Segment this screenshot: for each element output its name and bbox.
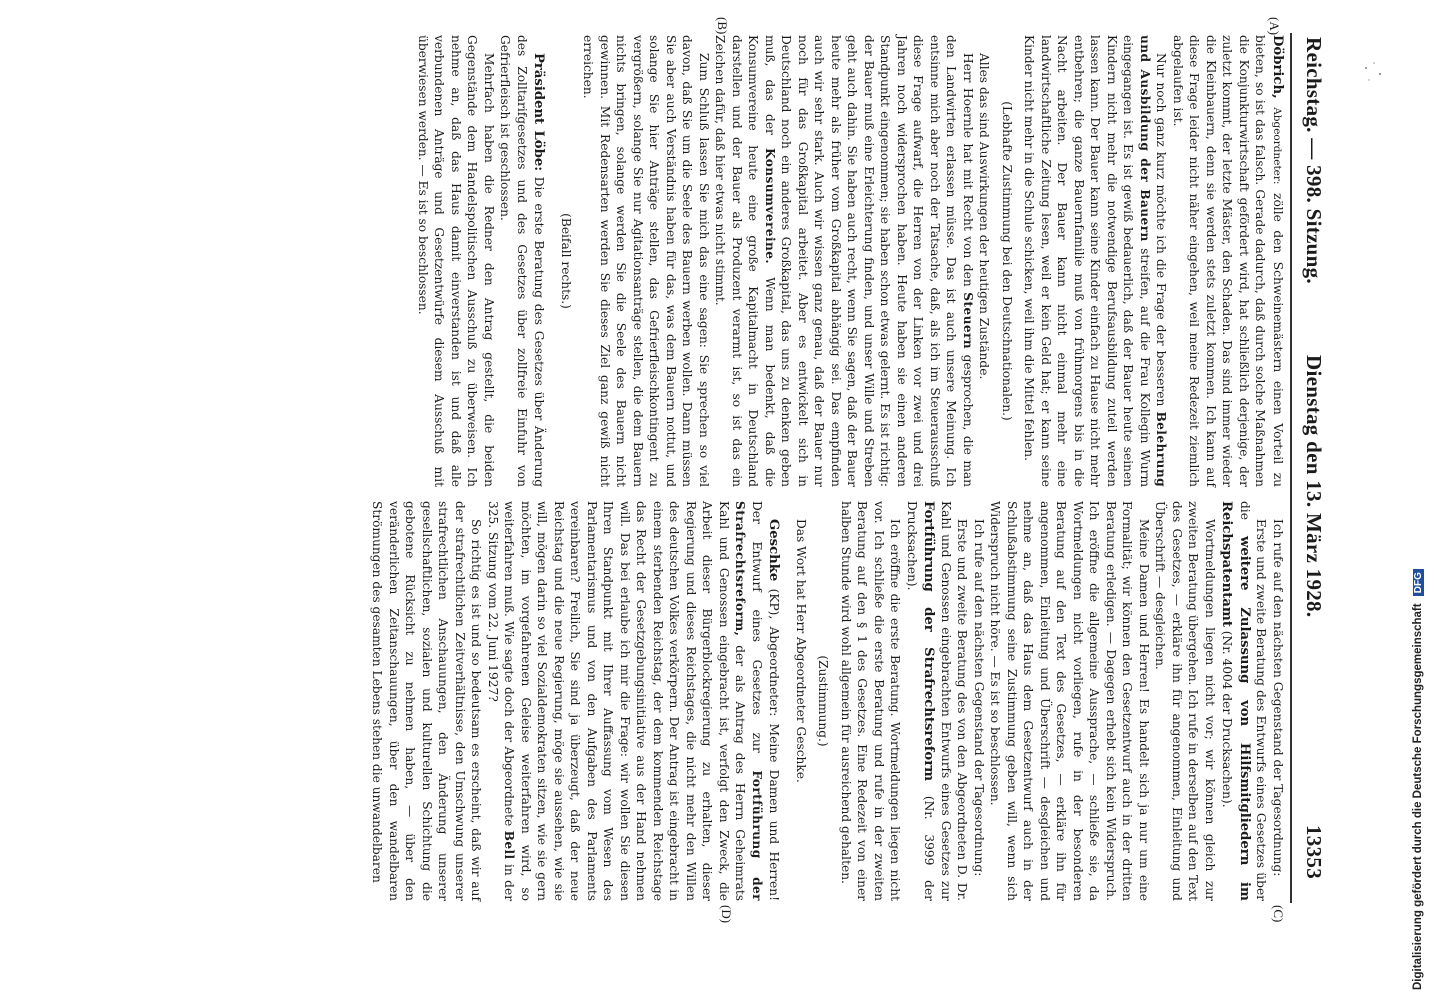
paragraph-text: der als Antrag des Herrn Geheimrats Kahl und Genossen eingebracht ist, verfolgt den Zweck, die Arbeit dieser Bürgerblockregierung zu erhalten, dieser Regierung und dieses Reichstages, die nicht mehr den Willen des deutschen Volkes verkörpern. Der Antrag ist eingebracht in einem sterbenden Reichstag, der dem kommenden Reichstage das Recht der Gesetzgebungsinitiative aus der Hand nehmen will. Das bei erlaube ich mir die Frage: wir wollen Sie diesen Ihren Standpunkt mit Ihrer Auffassung vom Wesen des Parlamentarismus und von den Aufgaben des Parlaments vereinbaren? Freilich, Sie sind ja überzeugt, daß der neue Reichstag und die neue Regierung, möge sie aussehen, wie sie will, mögen darin so viel Sozialdemokraten sitzen, wie sie gern möchten, im vorgefahrenen Geleise weiterfahren wird, so weiterfahren muß. Wie sagte doch der Abgeordnete — [502, 501, 748, 902]
paragraph: So richtig es ist und so bedeutsam es erscheint, daß wir auf der strafrechtlichen Zeitverhältnisse, den Umschwung unserer strafrechtlichen Anschauungen, den Änderung unserer gesellschaftlichen, sozialen und kulturellen Schichtung die gebotene Rücksicht zu nehmen haben, — über den veränderlichen Zeitanschauungen, über den wandelbaren Strömungen des gesamten Lebens stehen die unwandelbaren — [370, 501, 484, 901]
paragraph — [497, 35, 548, 487]
running-head — [1290, 15, 1330, 915]
interjection: (Beifall rechts.) — [559, 213, 573, 309]
paragraph: Alles das sind Auswirkungen der heutigen Zustände. — [977, 53, 992, 380]
speaker-name: Präsident Löbe: — [531, 53, 547, 172]
emphasis-text: Konsumvereine. — [763, 148, 777, 265]
paragraph-text: Die erste Beratung des Gesetzes über Änderung des Zolltarifgesetzes und des Gesetzes über zollfreie Einfuhr von Gefrierfleisch ist geschlossen. — [498, 35, 547, 487]
agenda-item — [904, 501, 971, 901]
agenda-item — [1218, 501, 1270, 901]
paragraph-text: gesprochen, die man den Landwirten erlassen müsse. Das ist auch unsere Meinung. Ich entsinne mich aber noch der Tatsache, daß, als ich im Steuerausschuß diese Frage aufwarf, die Herren von der Linken vor zwei und drei Jahren noch widersprochen haben. Heute haben sie einen anderen Standpunkt eingenommen; sie haben schon etwas gelernt. Es ist richtig: der Bauer muß eine Erleichterung finden, und unser Wille und Streben geht auch dahin. Sie haben auch recht, wenn Sie sagen, daß der Bauer heute mehr als früher vom Großkapital abhängig sei. Das empfinden auch wir sehr stark. Auch wir wissen ganz genau, daß der Bauer nur noch für das Großkapital arbeitet. Aber es entwickelt sich in Deutschland noch ein anderes Großkapital, das uns zu denken geben muß, das der — [763, 35, 975, 487]
paragraph — [1170, 35, 1287, 487]
header-session: Reichstag. — 398. Sitzung. — [1302, 37, 1326, 284]
paragraph-text: Nur noch ganz kurz möchte ich die Frage der besseren — [1154, 53, 1169, 407]
scan-specks — [1360, 60, 1400, 90]
paragraph-text: (KP), Abgeordneter: Meine Damen und Herren! Der Entwurf eines Gesetzes zur — [750, 501, 782, 901]
paragraph: Meine Damen und Herren! Es handelt sich ja nur um eine Formalität; wir können den Gesetzentwurf auch in der dritten Beratung erledigen. — Dagegen erhebt sich kein Widerspruch. Ich eröffne die allgemeine Aussprache, — schließe sie, da Wortmeldungen nicht vorliegen, rufe in der besonderen Beratung auf den Text des Gesetzes, — erkläre ihn für angenommen, Einleitung und Überschrift — desgleichen und nehme an, daß das Haus dem Gesetzentwurf auch in der Schlußabstimmung seine Zustimmung geben will, wenn sich Widerspruch nicht höre. — Es ist so beschlossen. — [988, 501, 1151, 901]
emphasis-text: Bell — [502, 830, 517, 860]
paragraph: Ich eröffne die erste Beratung. Wortmeldungen liegen nicht vor. Ich schließe die erste Beratung und rufe in der zweiten Beratung auf den § 1 des Gesetzes. Eine Redezeit von einer halben Stunde wird wohl allgemein für ausreichend gehalten. — [839, 501, 903, 901]
agenda-title: Fortführung der Strafrechtsreform — [921, 501, 937, 782]
digitization-credit — [1412, 0, 1430, 990]
paragraph-text: in der 325. Sitzung vom 22. Juni 1927? — [486, 501, 517, 902]
credit-text: Digitalisierung gefördert durch die Deutsche Forschungsgemeinschaft — [1412, 603, 1424, 990]
speaker-name: Geschke — [766, 519, 782, 582]
margin-marker-b: (B) — [715, 17, 730, 35]
paragraph: Ich rufe auf den nächsten Gegenstand der Tagesordnung: — [972, 519, 986, 877]
dfg-logo: DFG — [1413, 569, 1424, 596]
paragraph-text: zölle den Schweinemästern einen Vorteil zu bieten, so ist das falsch. Gerade dadurch, daß durch solche Maßnahmen die Konjunkturwirtschaft gefördert wird, hat schließlich derjenige, der zuletzt kommt, der letzte Mäster, den Schaden. Das sind immer wieder die Kleinbauern, denn sie werden stets zuletzt kommen. Ich kann auf diese Frage leider nicht näher eingehen, weil meine Redezeit ziemlich abgelaufen ist. — [1171, 35, 1285, 487]
paragraph: Ich rufe auf den nächsten Gegenstand der Tagesordnung: — [1271, 519, 1285, 877]
paragraph-text: streifen, auf die Frau Kollegin Wurm eingegangen ist. Es ist gewiß bedauerlich, daß der Bauer heute seinen Kindern nicht mehr die notwendige Berufsausbildung zuteil werden lassen kann. Der Bauer kann seine Kinder einfach zu Hause nicht mehr entbehren; die ganze Bauernfamilie muß von frühmorgens bis in die Nacht arbeiten. Der Bauer kann nicht einmal mehr eine landwirtschaftliche Zeitung lesen, weil er kein Geld hat; er kann seine Kinder nicht mehr in die Schule schicken, weil ihm die Mittel fehlen. — [1022, 35, 1152, 488]
paragraph-text: Erste und zweite Beratung des Entwurfs eines Gesetzes über die — [1238, 501, 1269, 901]
speaker-name: Döbrich, — [1270, 35, 1285, 99]
paragraph: Mehrfach haben die Redner den Antrag gestellt, die beiden Gegenstände dem Handelspolitischen Ausschuß zu überweisen. Ich nehme an, daß das Haus damit einverstanden ist und daß alle verbundenen Anträge und Gesetzentwürfe diesem Ausschuß mit überwiesen werden. — Es ist so beschlossen. — [416, 35, 496, 487]
margin-marker-c: (C) — [1271, 905, 1286, 923]
text-column-right — [369, 501, 1286, 901]
text-column-left — [415, 35, 1287, 487]
paragraph — [485, 501, 783, 901]
emphasis-text: Fortführung der Strafrechtsreform, — [733, 501, 764, 902]
header-rule — [1291, 33, 1293, 903]
paragraph-text: Erste und zweite Beratung des von den Abgeordneten D. Dr. Kahl und Genossen eingebrachten Entwurfs eines Gesetzes zur — [939, 501, 970, 901]
margin-marker-d: (D) — [719, 905, 734, 924]
interjection: (Lebhafte Zustimmung bei den Deutschnationalen.) — [1000, 101, 1014, 421]
agenda-title: weitere Zulassung von Hilfsmitgliedern im Reichspatentamt — [1219, 501, 1252, 902]
paragraph: Zum Schluß lassen Sie mich das eine sagen: Sie sprechen so viel davon, daß Sie um die Seele des Bauern werben wollen. Dann müssen Sie aber auch Verständnis haben für das, was dem Bauern nottut, und solange Sie hier Anträge stellen, das Gefrierfleischkontingent zu vergrößern, solange Sie nur Agitationsanträge stellen, die dem Bauern nichts bringen, solange werden Sie die Seele des Bauern nicht gewinnen. Mit Redensarten werden Sie dieses Ziel ganz gewiß nicht erreichen. — [581, 35, 711, 487]
document-page — [0, 15, 1330, 924]
paragraph-text: Herr Hoernle hat mit Recht von den — [961, 53, 975, 287]
interjection: (Zustimmung.) — [816, 655, 831, 747]
page-number: 13353 — [1302, 825, 1326, 879]
paragraph-text: Wenn man bedenkt, daß die Konsumvereine heute eine große Kapitalmacht in Deutschland darstellen und der Bauer als Produzent verarmt ist, so ist das ein Zeichen dafür, daß hier etwas nicht stimmt. — [713, 35, 777, 487]
paragraph: Wortmeldungen liegen nicht vor; wir können gleich zur zweiten Beratung übergehen. Ich rufe in derselben auf den Text des Gesetzes, — erkläre ihn für angenommen, Einleitung und Überschrift — desgleichen. — [1153, 501, 1217, 901]
margin-marker-a: (A) — [1267, 17, 1282, 36]
paragraph — [1021, 35, 1170, 487]
header-date: Dienstag den 13. März 1928. — [1302, 355, 1326, 618]
paragraph — [712, 35, 976, 487]
paragraph-text: (Nr. 4004 der Drucksachen). — [1220, 630, 1235, 808]
paragraph: Das Wort hat Herr Abgeordneter Geschke. — [794, 519, 808, 783]
emphasis-text: Steuern — [961, 292, 975, 350]
speaker-role: Abgeordneter: — [1271, 107, 1283, 185]
paragraph-text: (Nr. 3999 der Drucksachen). — [905, 501, 937, 902]
emphasis-text: Belehrung und Ausbildung der Bauern — [1138, 35, 1169, 488]
